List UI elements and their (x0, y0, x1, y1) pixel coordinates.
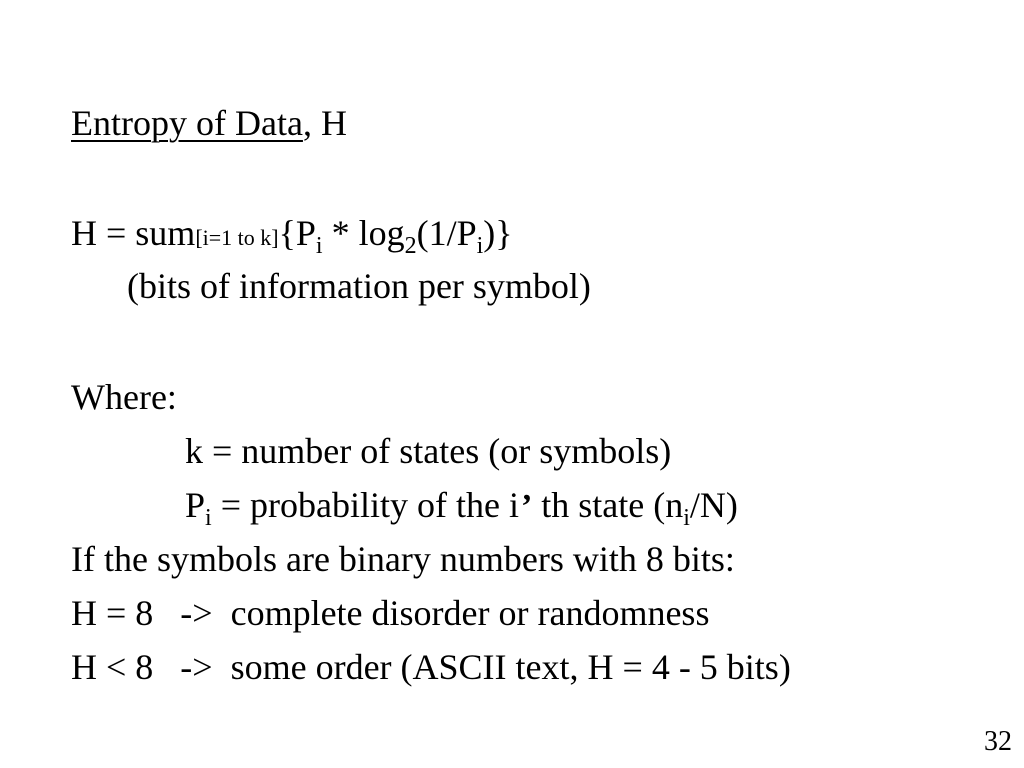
formula-open: {P (278, 213, 316, 253)
page-number: 32 (984, 726, 1012, 757)
case-less-8: H < 8 -> some order (ASCII text, H = 4 - 5 bits) (71, 647, 791, 687)
formula-subscript-i-2: i (476, 233, 484, 259)
formula-range: [i=1 to k] (195, 225, 279, 250)
formula-lhs: H = sum (71, 213, 196, 253)
def-p-symbol: P (185, 485, 206, 525)
def-p-subscript-i: i (205, 505, 212, 531)
formula-note: (bits of information per symbol) (127, 266, 591, 306)
formula-subscript-i: i (315, 233, 323, 259)
title-rest: , H (302, 103, 347, 143)
def-p-text2: th state (n (532, 485, 684, 525)
entropy-formula (71, 213, 513, 258)
definition-p (185, 485, 738, 531)
def-p-text: = probability of the i (211, 485, 519, 525)
title-underlined: Entropy of Data (71, 103, 303, 143)
formula-mid: * log (322, 213, 405, 253)
where-label: Where: (71, 377, 177, 417)
binary-intro: If the symbols are binary numbers with 8 bits: (71, 539, 735, 579)
def-p-close: /N) (689, 485, 738, 525)
def-p-subscript-i-2: i (683, 505, 690, 531)
formula-close: )} (483, 213, 513, 253)
definition-k: k = number of states (or symbols) (185, 431, 672, 471)
formula-subscript-2: 2 (404, 233, 417, 259)
formula-mid2: (1/P (416, 213, 477, 253)
def-p-prime: ’ (520, 488, 533, 525)
case-equal-8: H = 8 -> complete disorder or randomness (71, 593, 710, 633)
slide-title (71, 103, 347, 143)
